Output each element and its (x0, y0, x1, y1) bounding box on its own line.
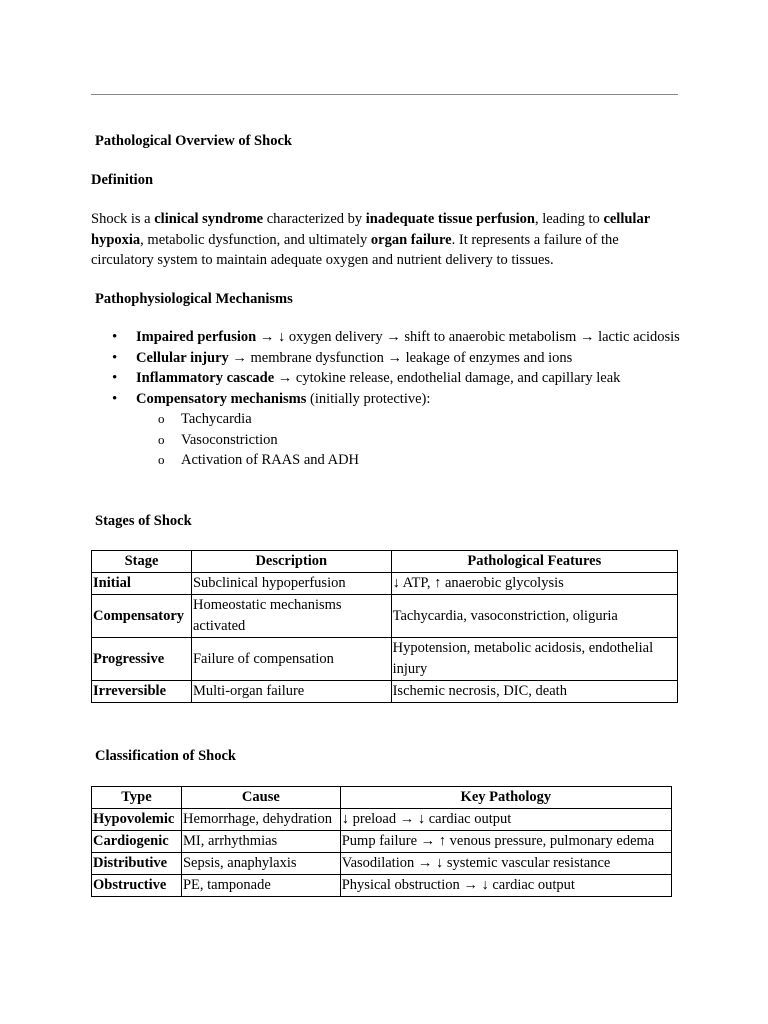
sub-list-item: o Vasoconstriction (136, 430, 681, 451)
list-item-term: Inflammatory cascade (136, 370, 275, 386)
table-cell: Compensatory (92, 595, 192, 638)
definition-text: characterized by (263, 211, 366, 227)
table-header-cell: Type (92, 787, 182, 809)
list-item (91, 327, 681, 348)
table-row (92, 853, 672, 875)
table-header-cell: Key Pathology (340, 787, 671, 809)
list-item-text: (initially protective): (306, 390, 431, 407)
table-header-row (92, 551, 678, 573)
table-row (92, 875, 672, 897)
definition-term: cellular hypoxia (91, 211, 650, 248)
table-row (92, 638, 678, 681)
table-cell: MI, arrhythmias (181, 831, 340, 853)
definition-text: . It represents a failure of the circulatory system to maintain adequate oxygen and nutrient delivery to tissues. (91, 231, 619, 268)
table-header-cell: Description (191, 551, 391, 573)
horizontal-rule (91, 94, 678, 95)
table-cell: Hypovolemic (92, 809, 182, 831)
definition-heading: Definition (91, 172, 154, 188)
definition-term: clinical syndrome (154, 211, 264, 227)
table-cell: Multi-organ failure (191, 681, 391, 703)
document-title: Pathological Overview of Shock (95, 133, 292, 149)
table-row (92, 681, 678, 703)
list-item-term: Compensatory mechanisms (136, 390, 307, 407)
table-cell: Initial (92, 573, 192, 595)
sub-list-item: o Activation of RAAS and ADH (136, 450, 681, 471)
table-cell: Hemorrhage, dehydration (181, 809, 340, 831)
table-row (92, 809, 672, 831)
table-cell: ↓ ATP, ↑ anaerobic glycolysis (391, 573, 677, 595)
list-item (91, 348, 681, 369)
definition-text: Shock is a (91, 211, 155, 227)
table-cell: Distributive (92, 853, 182, 875)
list-item-text: → ↓ oxygen delivery → shift to anaerobic metabolism → lactic acidosis (256, 329, 680, 345)
table-cell: Physical obstruction → ↓ cardiac output (340, 875, 671, 897)
table-cell: ↓ preload → ↓ cardiac output (340, 809, 671, 831)
table-cell: Failure of compensation (191, 638, 391, 681)
table-cell: Hypotension, metabolic acidosis, endothelial injury (391, 638, 677, 681)
classification-heading: Classification of Shock (95, 748, 236, 764)
stages-heading: Stages of Shock (95, 513, 192, 529)
table-cell: Irreversible (92, 681, 192, 703)
list-item-text: → cytokine release, endothelial damage, and capillary leak (274, 370, 621, 386)
mechanisms-list (91, 327, 681, 471)
sub-list-item: o Tachycardia (136, 409, 681, 430)
definition-paragraph (91, 209, 681, 271)
table-header-cell: Stage (92, 551, 192, 573)
table-cell: Pump failure → ↑ venous pressure, pulmonary edema (340, 831, 671, 853)
list-item-text: → membrane dysfunction → leakage of enzymes and ions (228, 349, 573, 366)
table-cell: Homeostatic mechanisms activated (191, 595, 391, 638)
definition-text: , leading to (534, 211, 604, 227)
definition-text: , metabolic dysfunction, and ultimately (140, 231, 371, 248)
sub-list (136, 409, 681, 471)
table-cell: Tachycardia, vasoconstriction, oliguria (391, 595, 677, 638)
stages-table (91, 550, 678, 703)
table-cell: PE, tamponade (181, 875, 340, 897)
definition-term: organ failure (370, 231, 452, 248)
table-cell: Subclinical hypoperfusion (191, 573, 391, 595)
table-header-cell: Pathological Features (391, 551, 677, 573)
table-row (92, 595, 678, 638)
list-item-term: Cellular injury (136, 349, 229, 366)
table-cell: Cardiogenic (92, 831, 182, 853)
list-item (91, 368, 681, 389)
table-row (92, 831, 672, 853)
table-header-row (92, 787, 672, 809)
table-row (92, 573, 678, 595)
definition-term: inadequate tissue perfusion (365, 211, 535, 227)
table-cell: Progressive (92, 638, 192, 681)
table-header-cell: Cause (181, 787, 340, 809)
table-cell: Obstructive (92, 875, 182, 897)
mechanisms-heading: Pathophysiological Mechanisms (95, 291, 293, 307)
table-cell: Vasodilation → ↓ systemic vascular resistance (340, 853, 671, 875)
table-cell: Sepsis, anaphylaxis (181, 853, 340, 875)
classification-table (91, 786, 672, 897)
list-item-term: Impaired perfusion (136, 329, 257, 345)
table-cell: Ischemic necrosis, DIC, death (391, 681, 677, 703)
list-item (91, 389, 681, 471)
